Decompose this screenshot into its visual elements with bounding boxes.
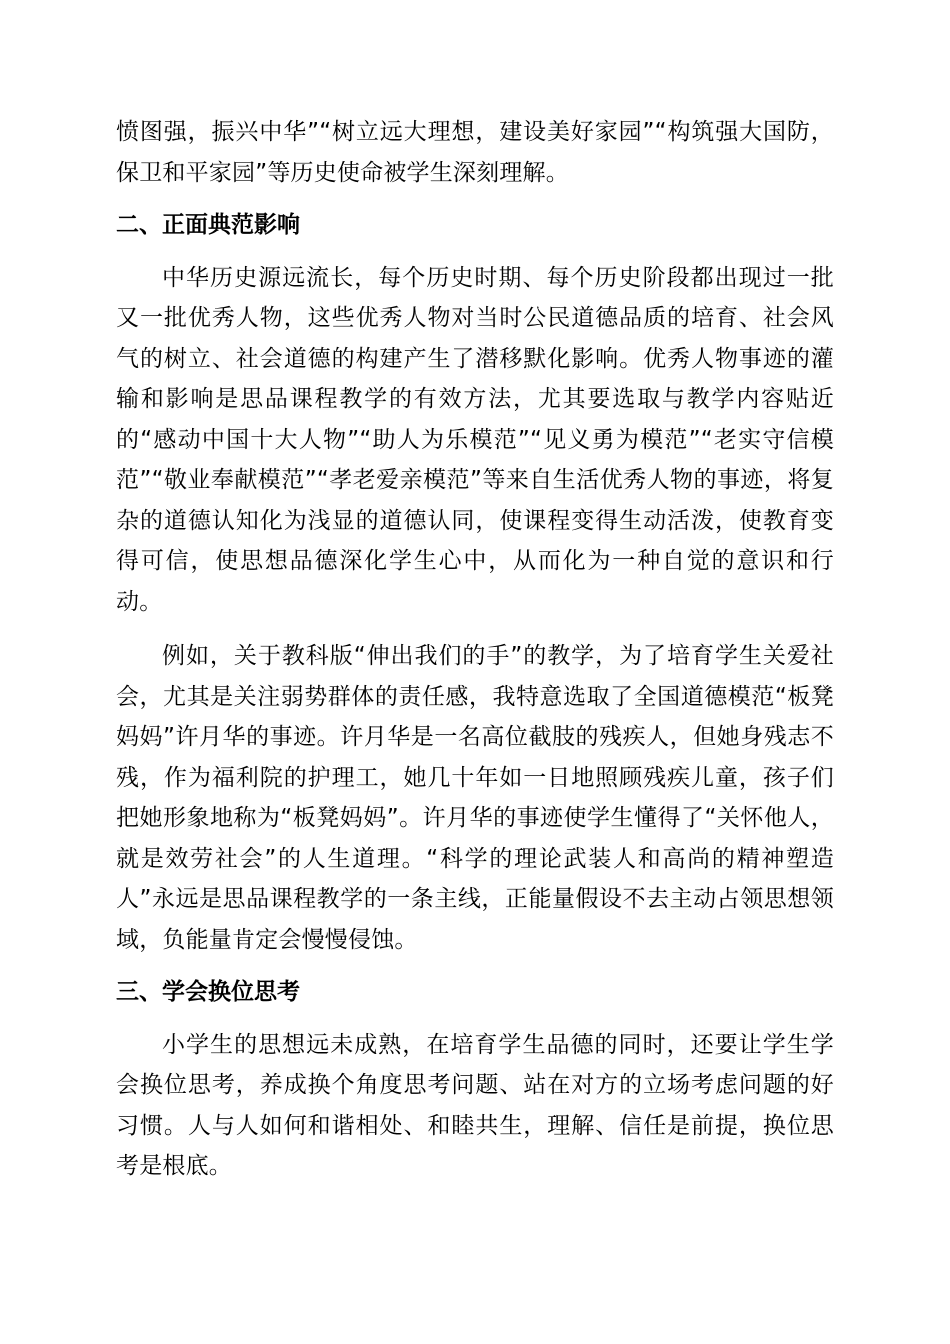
paragraph-continued: 愤图强，振兴中华”“树立远大理想，建设美好家园”“构筑强大国防，保卫和平家园”等历史使命被学生深刻理解。 bbox=[116, 119, 834, 186]
spacer bbox=[116, 1013, 834, 1025]
section-heading-2: 二、正面典范影响 bbox=[116, 212, 300, 238]
spacer bbox=[116, 960, 834, 972]
paragraph-example: 例如，关于教科版“伸出我们的手”的教学，为了培育学生关爱社会，尤其是关注弱势群体的责任感，我特意选取了全国道德模范“板凳妈妈”许月华的事迹。许月华是一名高位截肢的残疾人，但她身残志不残，作为福利院的护理工，她几十年如一日地照顾残疾儿童，孩子们把她形象地称为“板凳妈妈”。许月华的事迹使学生懂得了“关怀他人，就是效劳社会”的人生道理。“科学的理论武装人和高尚的精神塑造人”永远是思品课程教学的一条主线，正能量假设不去主动占领思想领域，负能量肯定会慢慢侵蚀。 bbox=[116, 643, 834, 953]
spacer bbox=[116, 622, 834, 636]
paragraph-exemplary-figures: 中华历史源远流长，每个历史时期、每个历史阶段都出现过一批又一批优秀人物，这些优秀人物对当时公民道德品质的培育、社会风气的树立、社会道德的构建产生了潜移默化影响。优秀人物事迹的灌输和影响是思品课程教学的有效方法，尤其要选取与教学内容贴近的“感动中国十大人物”“助人为乐模范”“见义勇为模范”“老实守信模范”“敬业奉献模范”“孝老爱亲模范”等来自生活优秀人物的事迹，将复杂的道德认知化为浅显的道德认同，使课程变得生动活泼，使教育变得可信，使思想品德深化学生心中，从而化为一种自觉的意识和行动。 bbox=[116, 264, 834, 615]
spacer bbox=[116, 193, 834, 205]
document-page bbox=[116, 112, 834, 1187]
paragraph-perspective-taking: 小学生的思想远未成熟，在培育学生品德的同时，还要让学生学会换位思考，养成换个角度思考问题、站在对方的立场考虑问题的好习惯。人与人如何和谐相处、和睦共生，理解、信任是前提，换位思考是根底。 bbox=[116, 1031, 834, 1179]
section-heading-3: 三、学会换位思考 bbox=[116, 979, 300, 1005]
spacer bbox=[116, 246, 834, 258]
